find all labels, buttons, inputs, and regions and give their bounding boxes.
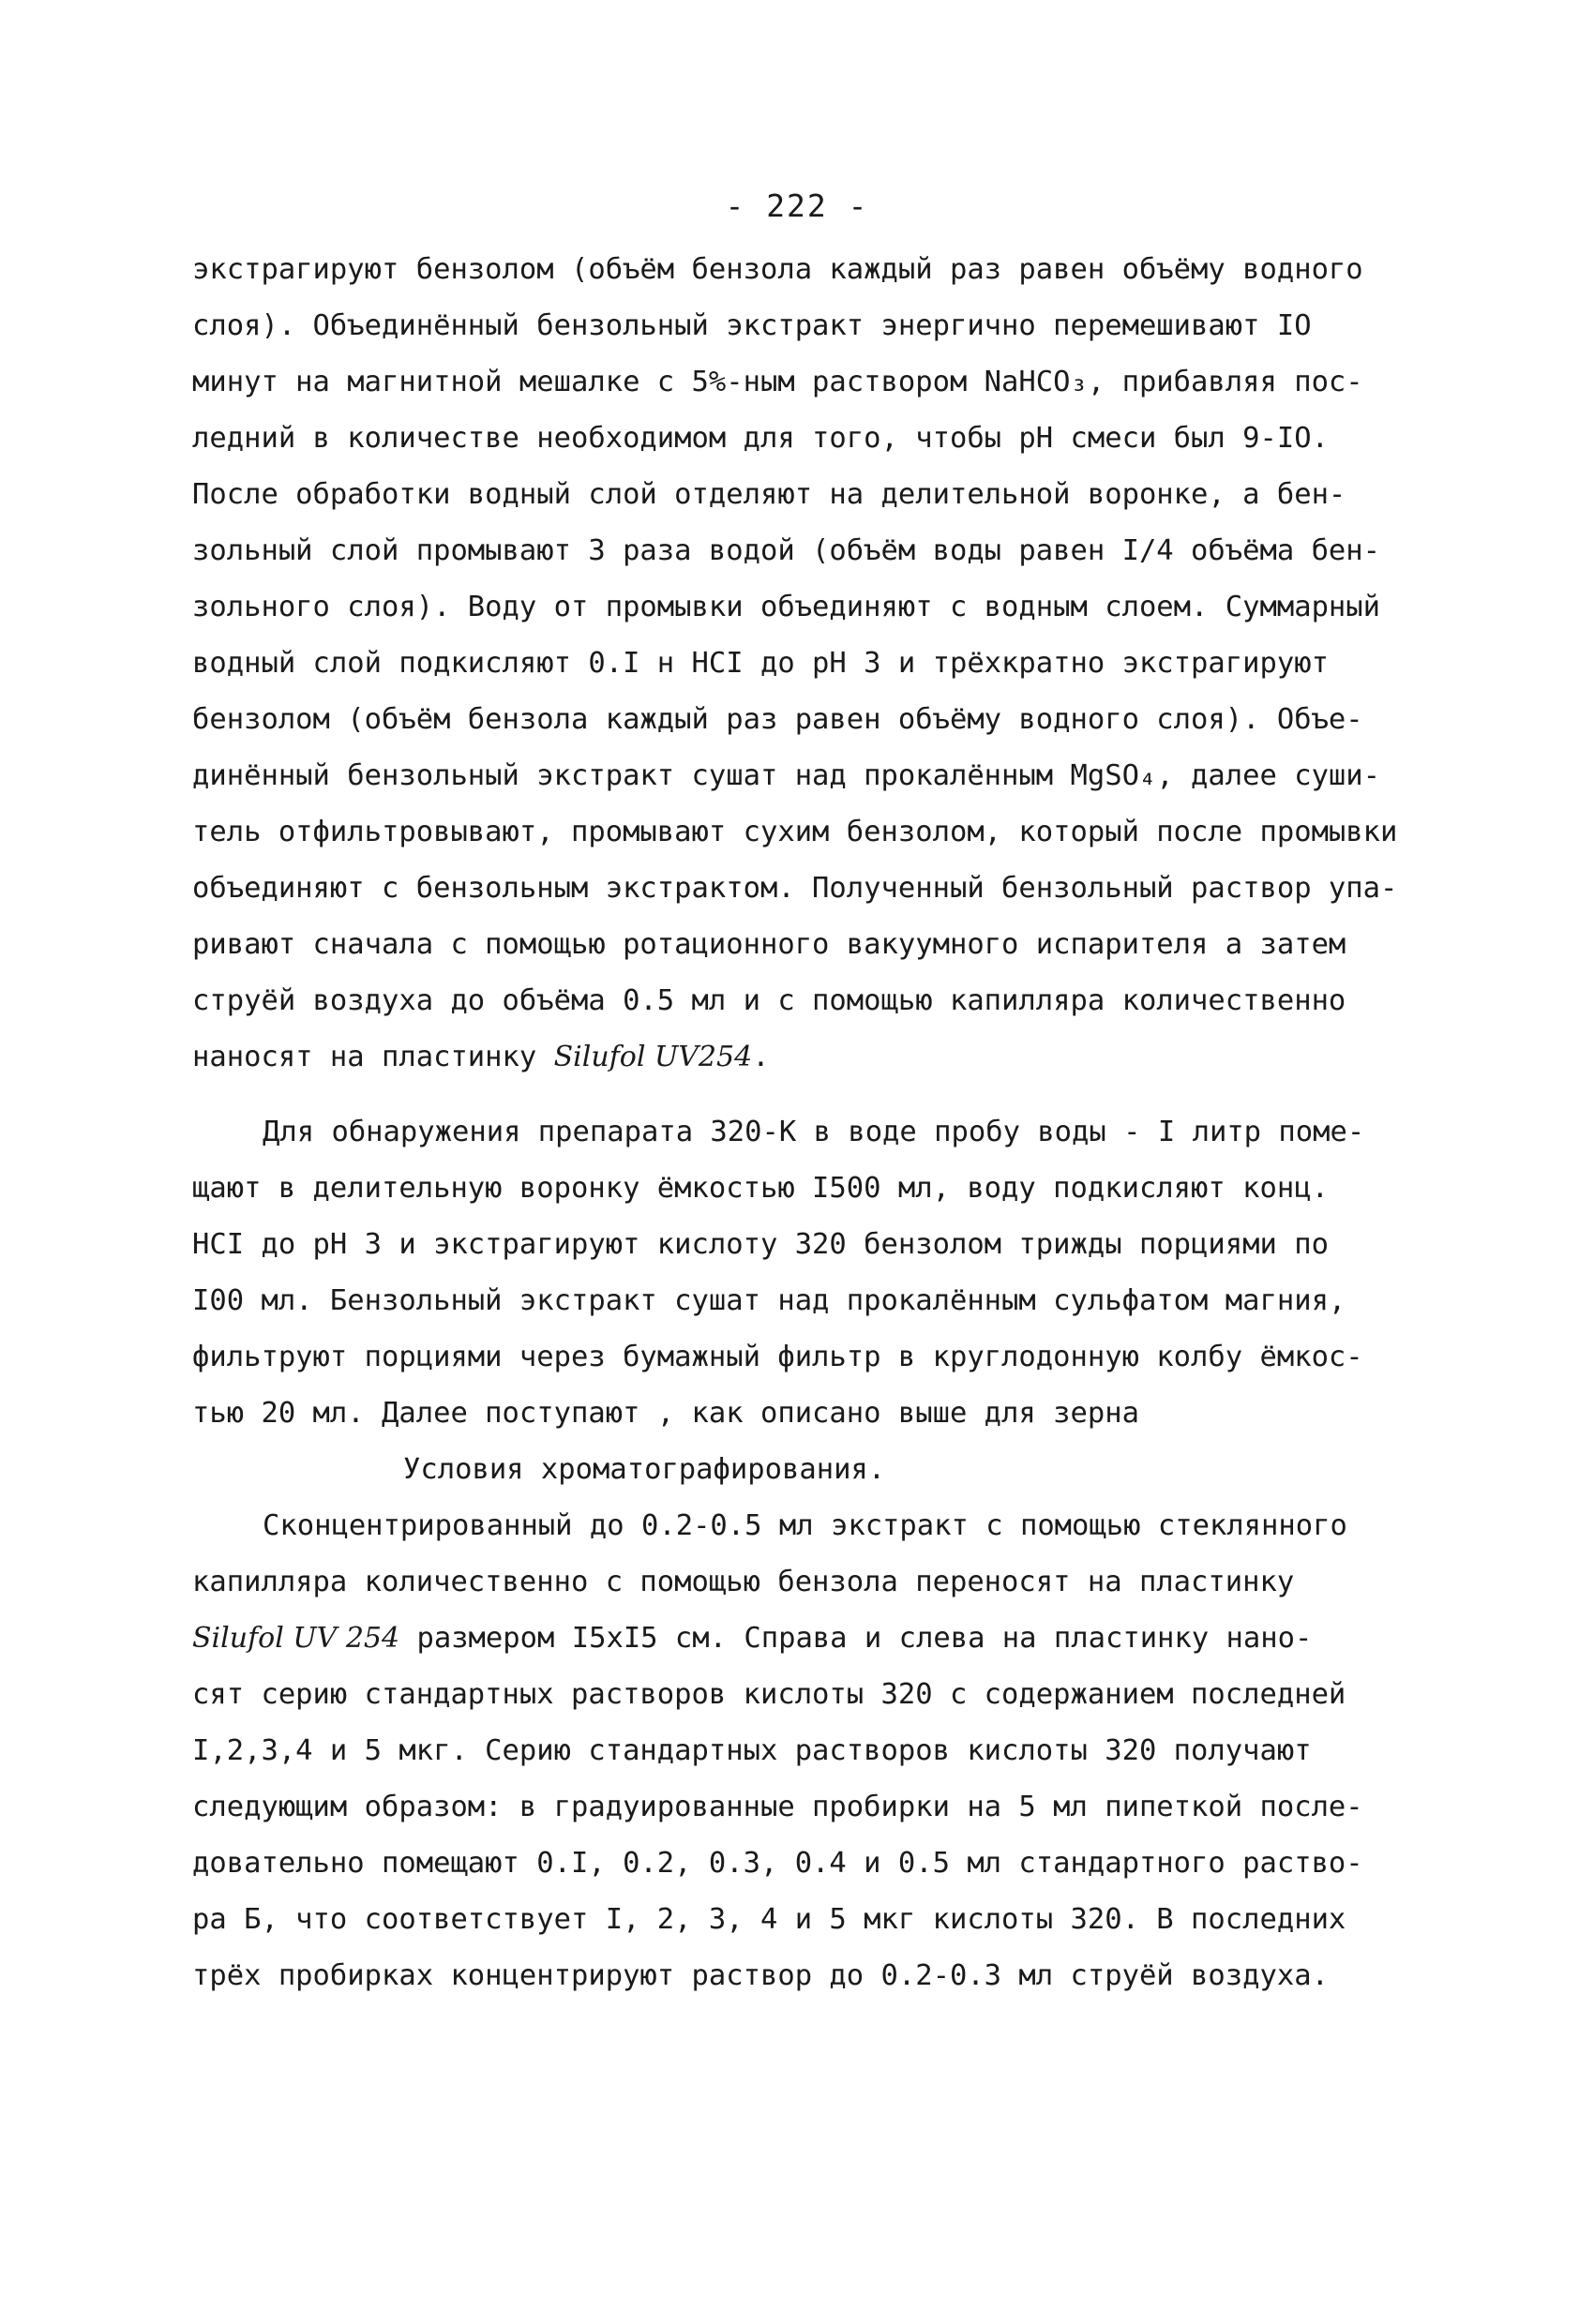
text-line	[192, 1618, 1312, 1659]
text-line: HCI до pH 3 и экстрагируют кислоту 320 бензолом трижды порциями по	[192, 1228, 1329, 1261]
text-line: минут на магнитной мешалке с 5%-ным раствором NaHCO₃, прибавляя пос-	[192, 366, 1363, 398]
text-line: Для обнаружения препарата 320-К в воде пробу воды - I литр поме-	[263, 1116, 1365, 1148]
text-line	[192, 1037, 770, 1078]
text-line: Сконцентрированный до 0.2-0.5 мл экстракт с помощью стеклянного	[263, 1509, 1347, 1542]
text-line: водный слой подкисляют 0.I н HCI до pH 3 и трёхкратно экстрагируют	[192, 647, 1329, 680]
text-line: зольный слой промывают 3 раза водой (объём воды равен I/4 объёма бен-	[192, 534, 1381, 567]
text-line: I,2,3,4 и 5 мкг. Серию стандартных растворов кислоты 320 получают	[192, 1734, 1312, 1767]
handwritten-plate-name: Silufol UV 254	[192, 1622, 400, 1655]
text-line: После обработки водный слой отделяют на делительной воронке, а бен-	[192, 478, 1346, 511]
text-line: довательно помещают 0.I, 0.2, 0.3, 0.4 и 0.5 мл стандартного раство-	[192, 1847, 1363, 1880]
text-line: тью 20 мл. Далее поступают , как описано выше для зерна	[192, 1397, 1139, 1430]
text-line: капилляра количественно с помощью бензола переносят на пластинку	[192, 1566, 1295, 1598]
text-line: I00 мл. Бензольный экстракт сушат над прокалённым сульфатом магния,	[192, 1284, 1346, 1317]
text-line: струёй воздуха до объёма 0.5 мл и с помощью капилляра количественно	[192, 984, 1346, 1017]
text-line: сят серию стандартных растворов кислоты 320 с содержанием последней	[192, 1678, 1346, 1711]
page-number: - 222 -	[725, 187, 869, 224]
text-line: объединяют с бензольным экстрактом. Полученный бензольный раствор упа-	[192, 872, 1398, 905]
text-line: щают в делительную воронку ёмкостью I500 мл, воду подкисляют конц.	[192, 1172, 1329, 1205]
text-line: экстрагируют бензолом (объём бензола каждый раз равен объёму водного	[192, 253, 1363, 286]
text-line: бензолом (объём бензола каждый раз равен объёму водного слоя). Объе-	[192, 703, 1363, 736]
text-fragment: .	[752, 1041, 770, 1073]
text-line: ра Б, что соответствует I, 2, 3, 4 и 5 мкг кислоты 320. В последних	[192, 1903, 1346, 1936]
text-line: зольного слоя). Воду от промывки объединяют с водным слоем. Суммарный	[192, 591, 1381, 623]
text-line: динённый бензольный экстракт сушат над прокалённым MgSO₄, далее суши-	[192, 759, 1381, 792]
text-line: слоя). Объединённый бензольный экстракт энергично перемешивают IO	[192, 309, 1312, 342]
text-line: фильтруют порциями через бумажный фильтр в круглодонную колбу ёмкос-	[192, 1341, 1363, 1373]
text-line: следующим образом: в градуированные пробирки на 5 мл пипеткой после-	[192, 1791, 1363, 1823]
text-fragment: размером I5xI5 см. Справа и слева на пластинку нано-	[399, 1622, 1313, 1655]
section-heading: Условия хроматографирования.	[403, 1453, 886, 1486]
text-fragment: наносят на пластинку	[192, 1041, 554, 1073]
text-line: тель отфильтровывают, промывают сухим бензолом, который после промывки	[192, 816, 1398, 848]
text-line: трёх пробирках концентрируют раствор до 0.2-0.3 мл струёй воздуха.	[192, 1959, 1329, 1992]
handwritten-plate-name: Silufol UV254	[553, 1041, 753, 1073]
text-line: ледний в количестве необходимом для того, чтобы pH смеси был 9-IO.	[192, 422, 1329, 455]
text-line: ривают сначала с помощью ротационного вакуумного испарителя а затем	[192, 928, 1346, 961]
